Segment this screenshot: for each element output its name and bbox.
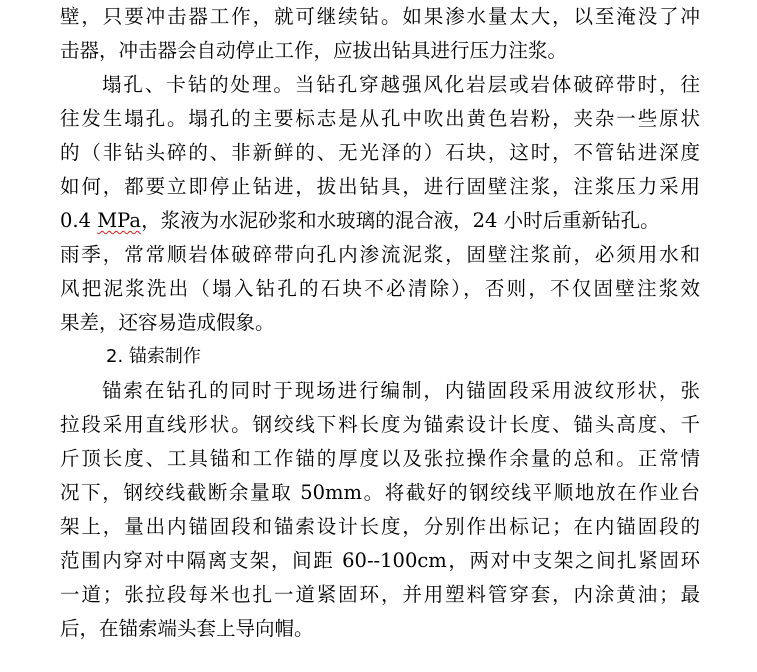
section-heading [60,340,700,374]
text-line: 如何，都要立即停止钻进，拔出钻具，进行固壁注浆，注浆压力采用 [60,175,700,198]
text-line: 塌孔、卡钻的处理。当钻孔穿越强风化岩层或岩体破碎带时，往 [102,73,700,96]
pressure-value: 0.4 [60,209,98,232]
text-line: 锚索在钻孔的同时于现场进行编制，内锚固段采用波纹形状，张 [102,379,700,402]
text-line: 击器，冲击器会自动停止工作，应拔出钻具进行压力注浆。 [60,39,568,62]
section-heading-text: 2. 锚索制作 [106,346,201,367]
paragraph-1 [60,0,700,68]
text-line: 雨季，常常顺岩体破碎带向孔内渗流泥浆，固壁注浆前，必须用水和 [60,243,700,266]
paragraph-3 [60,374,700,646]
text-line: 壁，只要冲击器工作，就可继续钻。如果渗水量太大，以至淹没了冲 [60,5,700,28]
pressure-line-rest: ，浆液为水泥砂浆和水玻璃的混合液，24 小时后重新钻孔。 [141,209,660,232]
text-line: 的（非钻头碎的、非新鲜的、无光泽的）石块，这时，不管钻进深度 [60,141,700,164]
text-line: 风把泥浆洗出（塌入钻孔的石块不必清除），否则，不仅固壁注浆效 [60,277,700,300]
text-line: 斤顶长度、工具锚和工作锚的厚度以及张拉操作余量的总和。正常情 [60,447,700,470]
text-line: 架上，量出内锚固段和锚索设计长度，分别作出标记；在内锚固段的 [60,515,700,538]
text-line: 果差，还容易造成假象。 [60,311,275,334]
paragraph-2 [60,68,700,340]
text-line: 往发生塌孔。塌孔的主要标志是从孔中吹出黄色岩粉，夹杂一些原状 [60,107,700,130]
document-page [60,0,700,646]
text-line: 况下，钢绞线截断余量取 50mm。将截好的钢绞线平顺地放在作业台 [60,481,700,504]
text-line: 拉段采用直线形状。钢绞线下料长度为锚索设计长度、锚头高度、千 [60,413,700,436]
pressure-text-line [60,204,700,238]
text-line: 一道；张拉段每米也扎一道紧固环，并用塑料管穿套，内涂黄油；最 [60,583,700,606]
text-line: 范围内穿对中隔离支架，间距 60--100cm，两对中支架之间扎紧固环 [60,549,700,572]
text-line: 后，在锚索端头套上导向帽。 [60,617,314,640]
pressure-unit: MPa [97,209,142,232]
